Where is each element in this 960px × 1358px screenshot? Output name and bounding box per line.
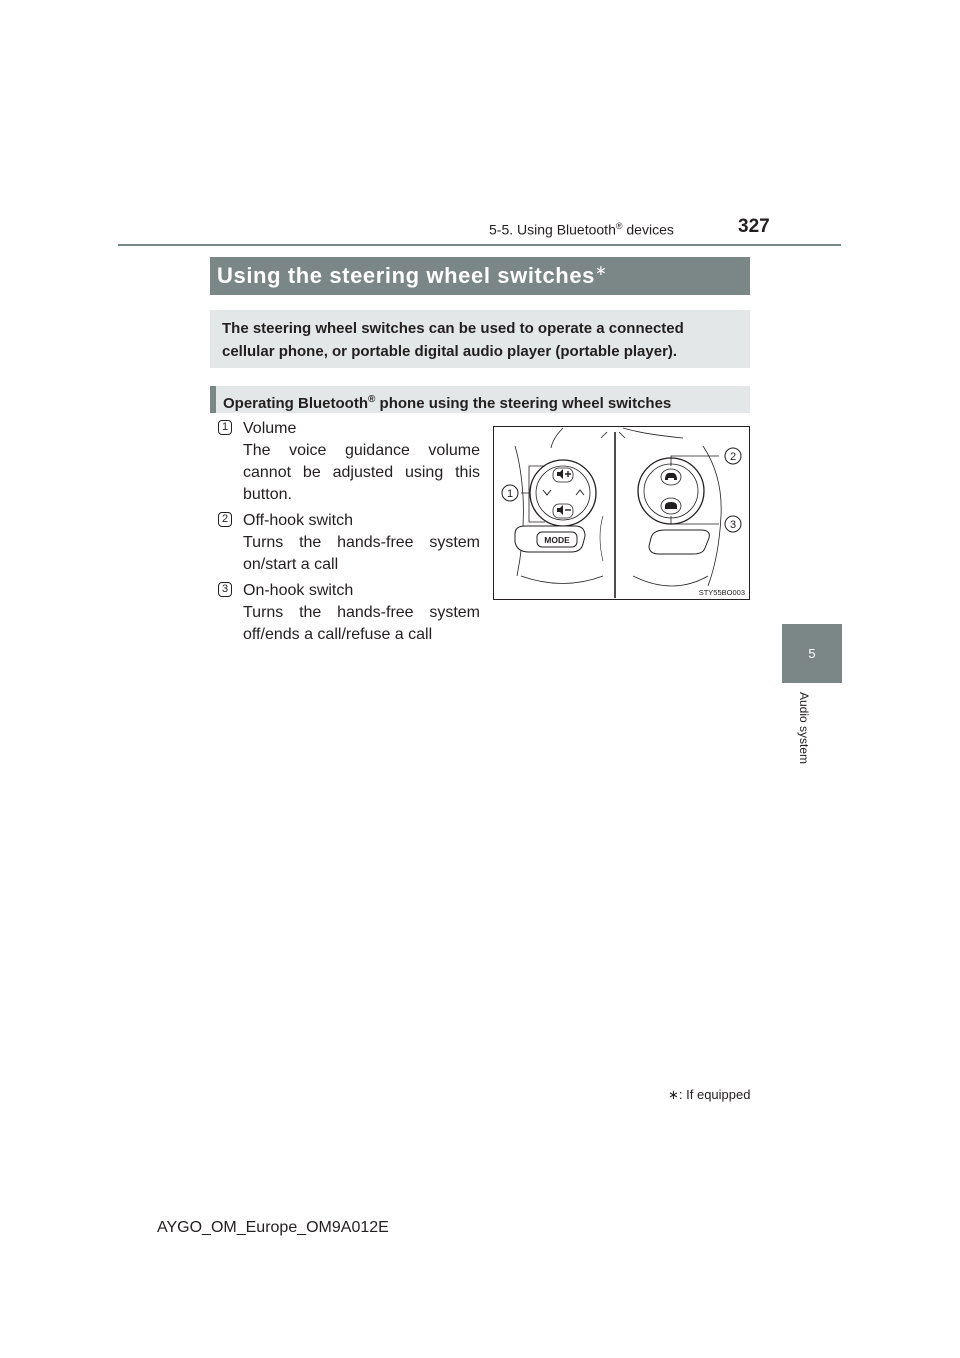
- sub-heading-prefix: Operating Bluetooth: [223, 395, 368, 412]
- list-item: [243, 418, 480, 506]
- item-number-badge: 1: [218, 420, 232, 435]
- registered-mark: ®: [368, 394, 376, 405]
- list-item: [243, 580, 480, 646]
- intro-box: [210, 310, 750, 368]
- page-number: 327: [738, 216, 770, 237]
- item-description: Turns the hands-free system off/ends a call/refuse a call: [243, 604, 480, 643]
- item-description: Turns the hands-free system on/start a call: [243, 534, 480, 573]
- section-title-suffix: devices: [622, 221, 674, 238]
- callout-1-label: 1: [506, 488, 514, 500]
- chapter-number: 5: [808, 646, 816, 661]
- mode-label: MODE: [544, 535, 570, 545]
- callout-3-label: 3: [729, 519, 737, 531]
- steering-wheel-switches-figure: [493, 426, 750, 600]
- document-code: AYGO_OM_Europe_OM9A012E: [157, 1219, 389, 1236]
- item-number-badge: 2: [218, 512, 232, 527]
- item-title: Off-hook switch: [243, 512, 353, 529]
- registered-mark: ®: [615, 221, 623, 231]
- footnote: [668, 1087, 750, 1103]
- chapter-tab: [782, 624, 842, 683]
- intro-text: The steering wheel switches can be used to operate a connected cellular phone, or portable digital audio player (portable player).: [222, 320, 684, 360]
- phone-on-hook-icon: [665, 502, 677, 509]
- list-item: [243, 510, 480, 576]
- if-equipped-marker: ∗: [595, 262, 608, 278]
- sub-heading: [210, 386, 750, 413]
- item-title: Volume: [243, 420, 297, 437]
- item-description: The voice guidance volume cannot be adjusted using this button.: [243, 442, 480, 503]
- figure-frame: [494, 427, 750, 600]
- sub-heading-suffix: phone using the steering wheel switches: [375, 395, 672, 412]
- main-heading: [210, 257, 750, 295]
- section-title: [489, 221, 674, 238]
- item-title: On-hook switch: [243, 582, 354, 599]
- lower-right-switch: [649, 530, 709, 554]
- figure-code: STY55BO003: [698, 588, 745, 597]
- chapter-title: Audio system: [797, 692, 811, 765]
- section-title-prefix: 5-5. Using Bluetooth: [489, 221, 616, 238]
- header-divider: [118, 244, 841, 246]
- footnote-marker: ∗: [668, 1087, 679, 1102]
- callout-2-label: 2: [729, 451, 737, 463]
- main-heading-text: Using the steering wheel switches: [217, 263, 596, 288]
- footnote-text: : If equipped: [678, 1087, 751, 1102]
- item-number-badge: 3: [218, 582, 232, 597]
